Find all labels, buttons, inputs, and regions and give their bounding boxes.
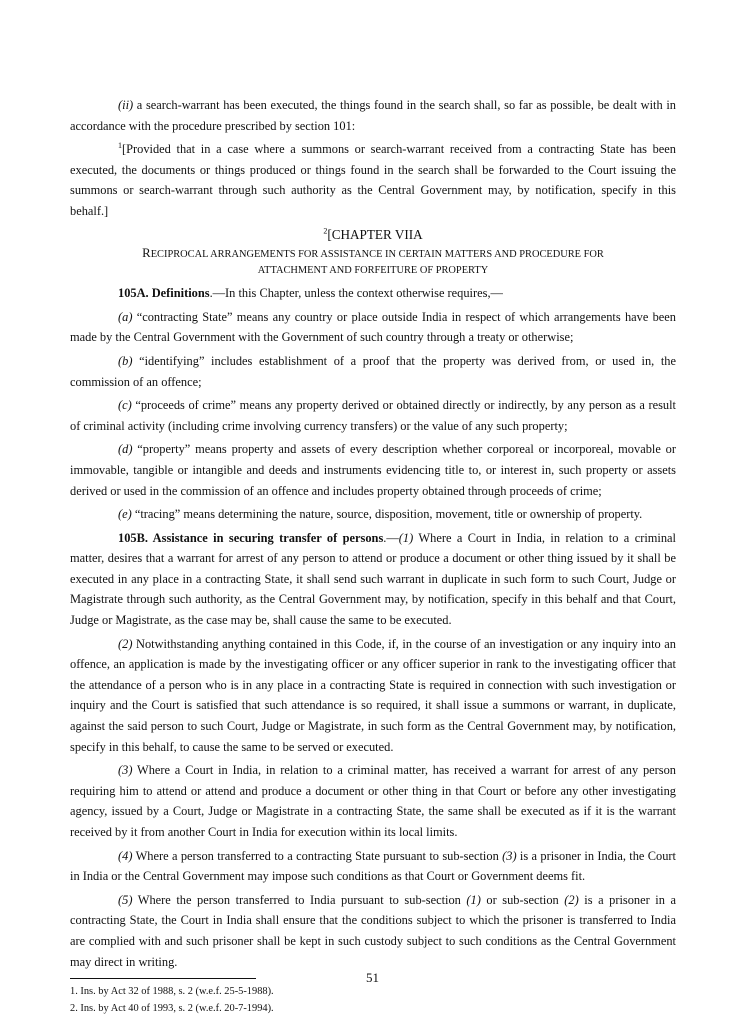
subtitle-line-1: ECIPROCAL ARRANGEMENTS FOR ASSISTANCE IN CERTAIN MATTERS AND PROCEDURE FOR xyxy=(150,249,604,261)
footnote-ref-2: 2 xyxy=(323,226,328,236)
definition-text: “tracing” means determining the nature, source, disposition, movement, title or ownership of property. xyxy=(131,507,643,522)
proviso-paragraph xyxy=(70,139,676,221)
subsection-number: (3) xyxy=(118,763,133,778)
subsection-text: Where the person transferred to India pursuant to sub-section xyxy=(132,892,467,907)
proviso-text: [Provided that in a case where a summons or search-warrant received from a contracting State has been executed, the documents or things produced or things found in the search shall be forwarded to the Court issuing the summons or search-warrant through such authority as the Central Government may, by notification, specify in this behalf.] xyxy=(70,142,676,218)
subsection-2 xyxy=(70,634,676,758)
clause-text: a search-warrant has been executed, the things found in the search shall, so far as possible, be dealt with in accordance with the procedure prescribed by section 101: xyxy=(70,98,676,133)
subsection-3 xyxy=(70,760,676,842)
chapter-heading xyxy=(70,225,676,246)
section-heading: 105B. Assistance in securing transfer of persons xyxy=(118,530,384,545)
page-number: 51 xyxy=(366,970,379,985)
subtitle-line-2: ATTACHMENT AND FORFEITURE OF PROPERTY xyxy=(257,265,489,277)
subsection-ref: (1) xyxy=(466,892,481,907)
subsection-number: (1) xyxy=(398,530,414,545)
footnote-ref-1: 1 xyxy=(118,141,122,151)
subsection-text: Notwithstanding anything contained in this Code, if, in the course of an investigation or any inquiry into an offence, an application is made by the investigating officer or any officer superior in rank to the investigating officer that the attendance of a person who is in any place in a contracting State is required in connection with such investigation or inquiry and the Court is satisfied that such attendance is so required, it shall issue a summons or warrant, in duplicate, against the said person to such Court, Judge or Magistrate, in such form as the Central Government may, by notification, specify in this behalf, to cause the same to be served or executed. xyxy=(70,636,676,754)
subsection-ref: (2) xyxy=(564,892,579,907)
subsection-text: Where a person transferred to a contracting State pursuant to sub-section xyxy=(132,848,503,863)
subsection-text: or sub-section xyxy=(480,892,565,907)
definition-text: “property” means property and assets of every description whether corporeal or incorporeal, movable or immovable, tangible or intangible and deeds and instruments evidencing title to, or interest in, such property or assets derived or used in the commission of an offence and includes property obtained through proceeds of crime; xyxy=(70,442,676,498)
definition-d xyxy=(70,439,676,501)
paragraph-ii xyxy=(70,95,676,136)
subsection-4 xyxy=(70,846,676,887)
subsection-number: (2) xyxy=(118,636,133,651)
definition-text: “identifying” includes establishment of a proof that the property was derived from, or used in, the commission of an offence; xyxy=(70,353,676,389)
subsection-ref: (3) xyxy=(502,848,517,863)
heading-dash: .— xyxy=(383,530,399,545)
subtitle-initial: R xyxy=(142,246,151,261)
footnote-1: 1. Ins. by Act 32 of 1988, s. 2 (w.e.f. 25-5-1988). xyxy=(70,986,274,998)
subsection-text: is a prisoner in India, the Court in India or the Central Government may impose such conditions as that Court or Government deems fit. xyxy=(70,848,677,884)
definition-label: (d) xyxy=(118,442,133,457)
chapter-subtitle xyxy=(70,245,676,279)
definition-e xyxy=(70,504,676,525)
section-105a xyxy=(70,283,676,304)
footnote-2: 2. Ins. by Act 40 of 1993, s. 2 (w.e.f. 20-7-1994). xyxy=(70,1003,274,1015)
definition-label: (b) xyxy=(118,353,133,368)
subsection-text: is a prisoner in a contracting State, the Court in India shall ensure that the conditions subject to which the prisoner is transferred to India are complied with and such prisoner shall be kept in such custody subject to such conditions as the Central Government may direct in writing. xyxy=(70,892,676,969)
section-105b xyxy=(70,528,676,631)
definition-label: (e) xyxy=(118,507,132,522)
definition-text: “contracting State” means any country or place outside India in respect of which arrangements have been made by the Central Government with the Government of such country through a treaty or otherwise; xyxy=(70,309,676,345)
subsection-text: Where a Court in India, in relation to a criminal matter, desires that a warrant for arrest of any person to attend or produce a document or other thing issued by it shall be executed in any place in a contracting State, it shall send such warrant in duplicate in such form to such Court, Judge or Magistrate through such authority, as the Central Government may, by notification, specify in this behalf and that Court, Judge or Magistrate, as the case may be, shall cause the same to be executed. xyxy=(70,530,676,628)
definition-label: (c) xyxy=(118,398,132,413)
definition-a xyxy=(70,307,676,348)
subsection-5 xyxy=(70,890,676,972)
definition-text: “proceeds of crime” means any property derived or obtained directly or indirectly, by any person as a result of criminal activity (including crime involving currency transfers) or the value of any such property; xyxy=(70,398,676,433)
definition-label: (a) xyxy=(118,309,133,324)
document-page xyxy=(70,95,676,1017)
subsection-number: (5) xyxy=(118,892,133,907)
section-intro: .—In this Chapter, unless the context otherwise requires,— xyxy=(209,286,503,301)
definition-c xyxy=(70,395,676,436)
chapter-title: [CHAPTER VIIA xyxy=(327,226,423,242)
subsection-text: Where a Court in India, in relation to a criminal matter, has received a warrant for arrest of any person requiring him to attend or attend and produce a document or other thing in that Court or before any other investigating agency, issued by a Court, Judge or Magistrate in a contracting State, the same shall be executed as if it is the warrant received by it from another Court in India for execution within its local limits. xyxy=(70,763,676,839)
section-heading: 105A. Definitions xyxy=(118,286,210,301)
subsection-number: (4) xyxy=(118,848,133,863)
clause-number: (ii) xyxy=(118,98,134,112)
definition-b xyxy=(70,351,676,392)
